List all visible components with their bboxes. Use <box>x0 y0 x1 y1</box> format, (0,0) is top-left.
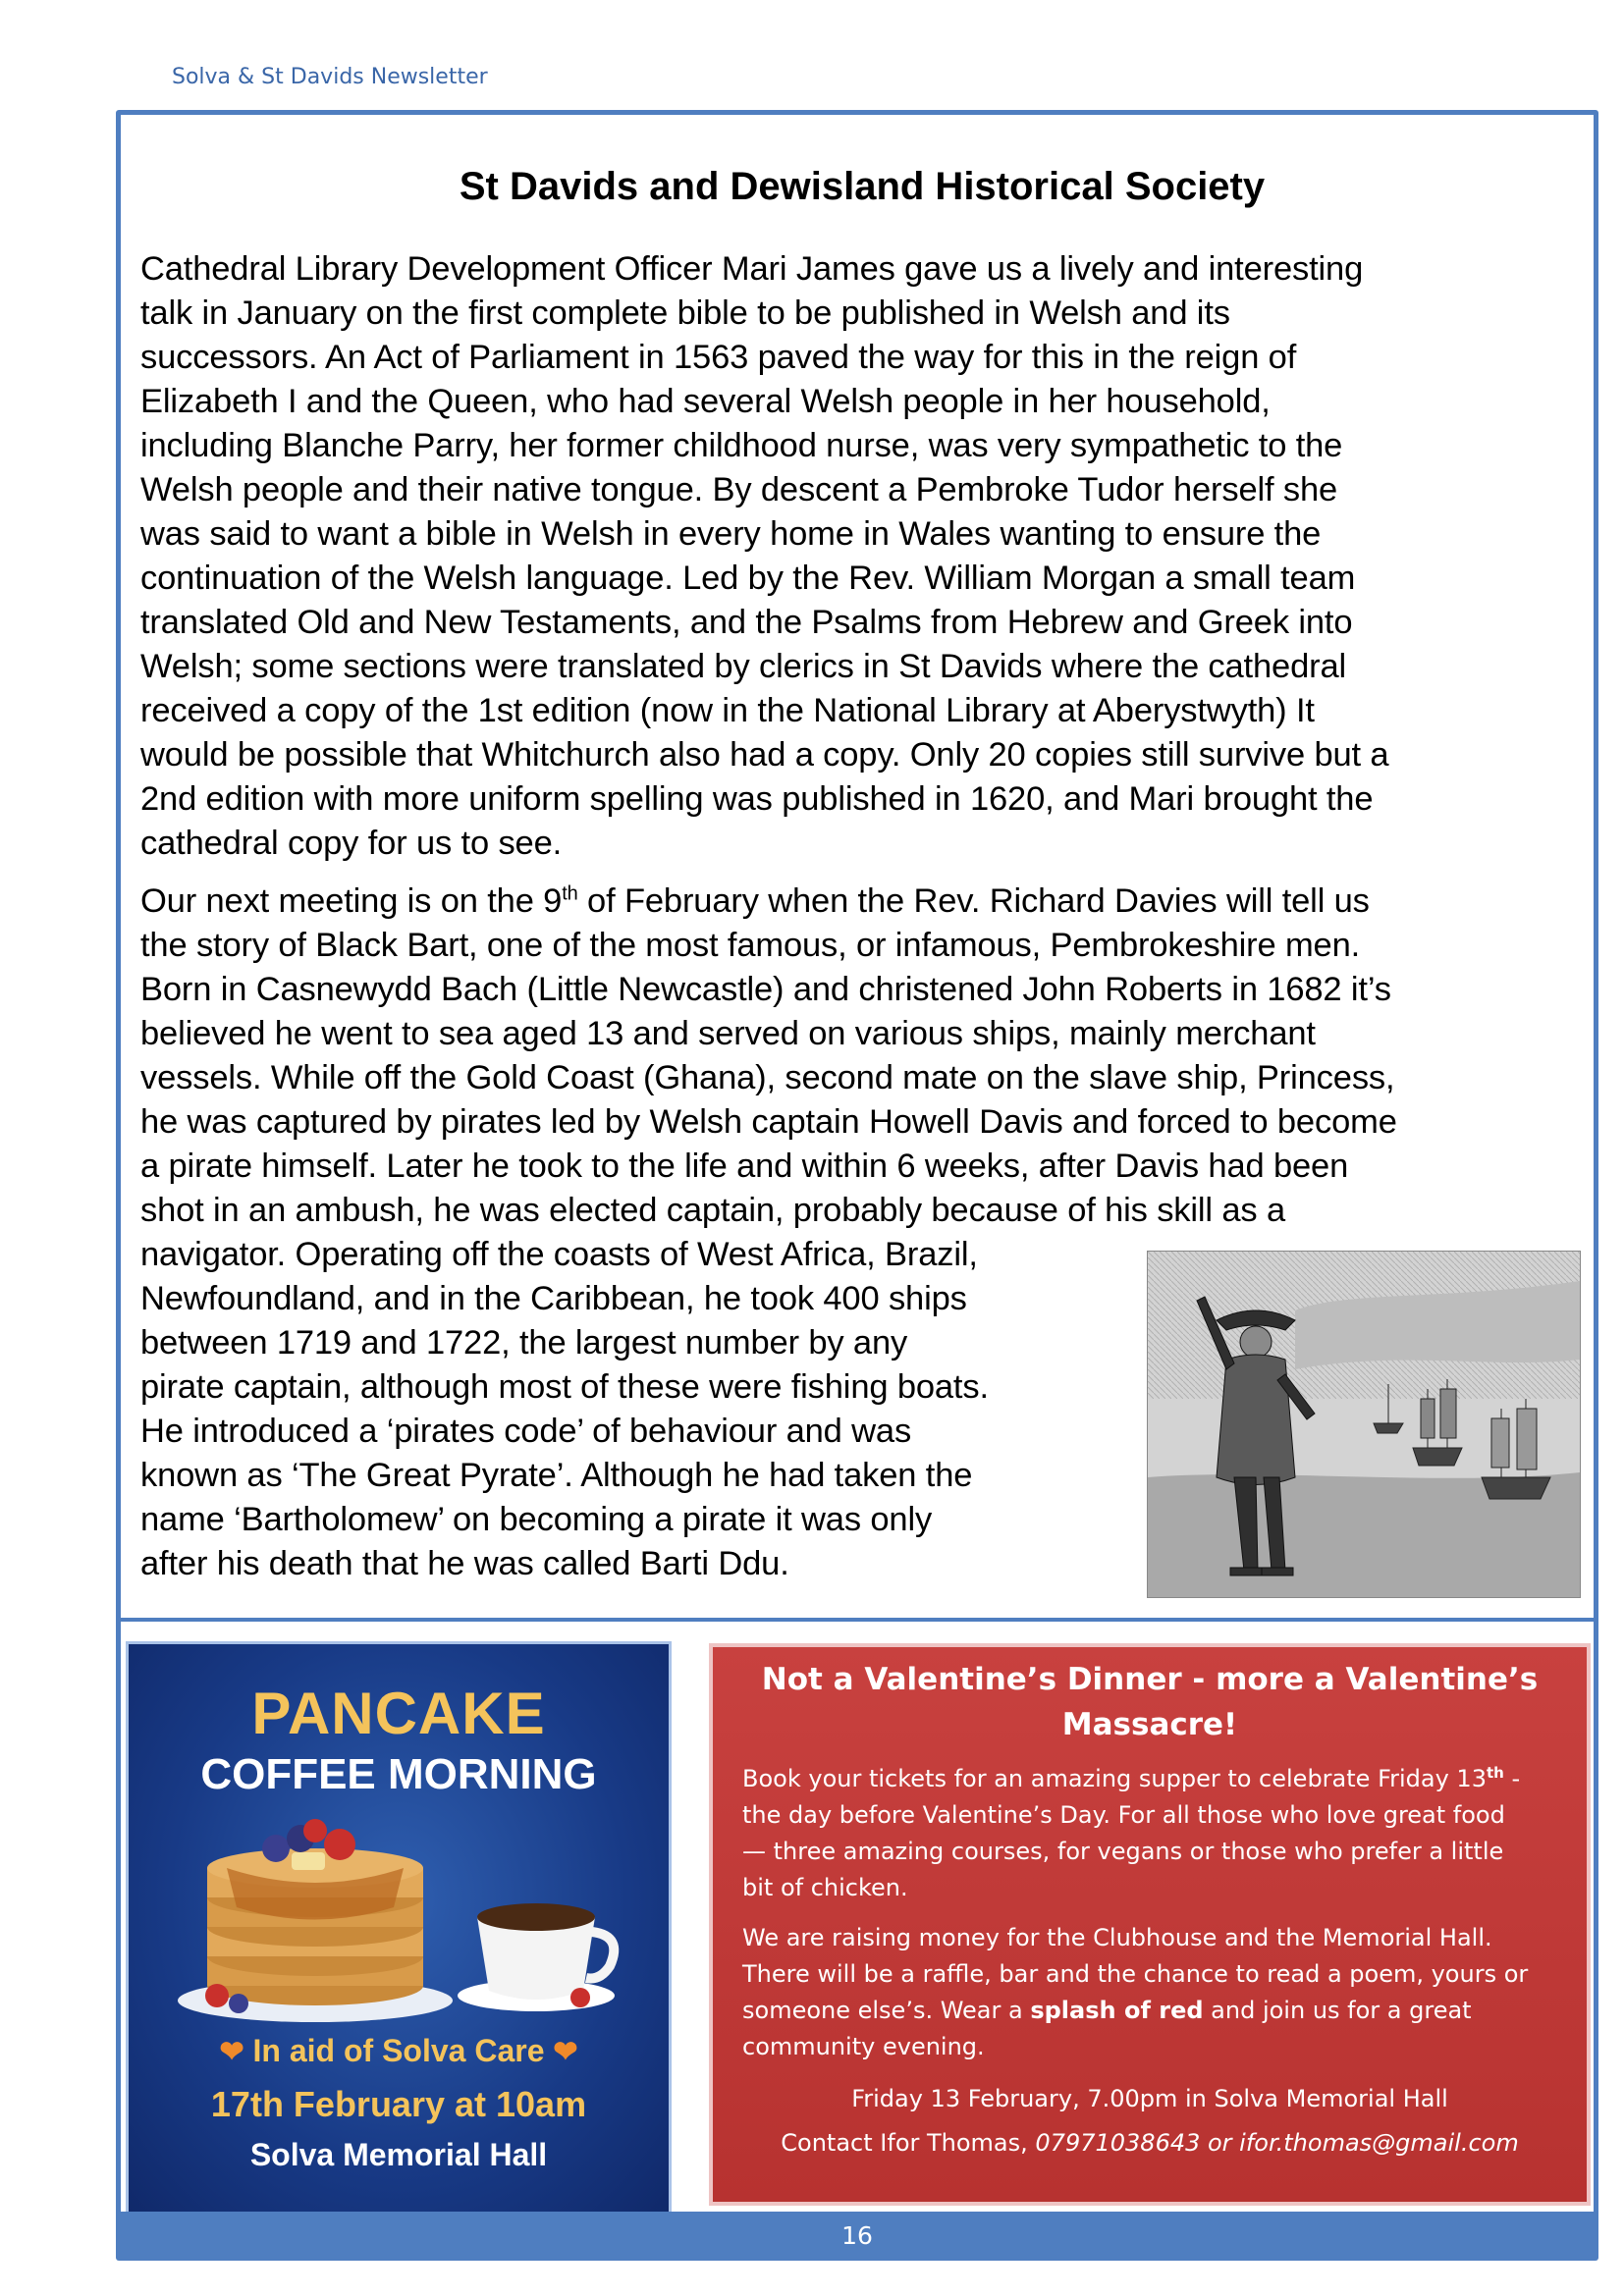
text-line: continuation of the Welsh language. Led by the Rev. William Morgan a small team <box>140 560 1356 597</box>
promo-paragraph-2 <box>742 1920 1567 2065</box>
page-number: 16 <box>841 2221 873 2250</box>
text-line: was said to want a bible in Welsh in every home in Wales wanting to ensure the <box>140 515 1322 553</box>
heart-icon: ❤ <box>553 2036 578 2068</box>
article-title: St Davids and Dewisland Historical Society <box>459 165 1266 208</box>
text-line: translated Old and New Testaments, and the Psalms from Hebrew and Greek into <box>140 604 1353 641</box>
pancake-poster <box>126 1641 672 2215</box>
newsletter-header: Solva & St Davids Newsletter <box>172 65 488 89</box>
text-line: believed he went to sea aged 13 and served on various ships, mainly merchant <box>140 1015 1316 1052</box>
text-line: would be possible that Whitchurch also had a copy. Only 20 copies still survive but a <box>140 736 1389 774</box>
heart-icon: ❤ <box>219 2036 244 2068</box>
text-line: community evening. <box>742 2033 985 2060</box>
text-line <box>742 1761 1567 1797</box>
article-paragraph-1 <box>140 247 1584 866</box>
text-line: known as ‘The Great Pyrate’. Although he had taken the <box>140 1457 973 1494</box>
coffee-cup-icon <box>458 1903 615 2011</box>
poster-title: PANCAKE <box>251 1681 546 1746</box>
pancake-coffee-illustration <box>168 1809 629 2025</box>
poster-date: 17th February at 10am <box>210 2084 587 2124</box>
contact-prefix: Contact Ifor Thomas, <box>781 2129 1036 2157</box>
text-line: Elizabeth I and the Queen, who had several Welsh people in her household, <box>140 383 1271 420</box>
footer-bar <box>116 2212 1598 2261</box>
pancake-stack-icon <box>205 1819 423 2013</box>
text-line: shot in an ambush, he was elected captain, probably because of his skill as a <box>140 1192 1285 1229</box>
text-fragment: someone else’s. Wear a <box>742 1997 1031 2024</box>
text-line: he was captured by pirates led by Welsh captain Howell Davis and forced to become <box>140 1103 1397 1141</box>
poster-aid <box>129 2033 669 2069</box>
valentines-promo <box>709 1643 1591 2206</box>
text-line: — three amazing courses, for vegans or those who prefer a little <box>742 1838 1504 1865</box>
section-divider <box>121 1618 1594 1622</box>
text-fragment: - <box>1503 1765 1521 1792</box>
poster-venue: Solva Memorial Hall <box>249 2137 548 2172</box>
black-bart-engraving <box>1147 1251 1581 1598</box>
text-line: Cathedral Library Development Officer Mari James gave us a lively and interesting <box>140 250 1364 288</box>
poster-subtitle: COFFEE MORNING <box>200 1750 597 1798</box>
ordinal-suffix: th <box>562 882 578 905</box>
text-line: the story of Black Bart, one of the most famous, or infamous, Pembrokeshire men. <box>140 927 1361 964</box>
ordinal-suffix: th <box>1486 1764 1504 1782</box>
text-line: navigator. Operating off the coasts of West Africa, Brazil, <box>140 1236 978 1273</box>
text-line: name ‘Bartholomew’ on becoming a pirate it was only <box>140 1501 933 1538</box>
text-line <box>140 880 1584 924</box>
text-line: successors. An Act of Parliament in 1563 paved the way for this in the reign of <box>140 339 1297 376</box>
text-line: Newfoundland, and in the Caribbean, he took 400 ships <box>140 1280 967 1317</box>
emphasis-text: splash of red <box>1030 1997 1204 2024</box>
text-fragment: of February when the Rev. Richard Davies will tell us <box>577 882 1370 920</box>
text-line: talk in January on the first complete bible to be published in Welsh and its <box>140 294 1230 332</box>
text-line: between 1719 and 1722, the largest number by any <box>140 1324 908 1362</box>
text-line: We are raising money for the Clubhouse and the Memorial Hall. <box>742 1924 1492 1951</box>
text-line: including Blanche Parry, her former childhood nurse, was very sympathetic to the <box>140 427 1343 464</box>
text-line <box>742 1993 1567 2029</box>
promo-paragraph-1 <box>742 1761 1567 1906</box>
text-fragment: and join us for a great <box>1203 1997 1472 2024</box>
engraving-art <box>1148 1252 1580 1597</box>
text-line: Welsh people and their native tongue. By descent a Pembroke Tudor herself she <box>140 471 1338 508</box>
text-line: Massacre! <box>1061 1707 1238 1742</box>
text-line: cathedral copy for us to see. <box>140 825 563 862</box>
text-line: received a copy of the 1st edition (now in the National Library at Aberystwyth) It <box>140 692 1315 729</box>
text-line: There will be a raffle, bar and the chance to read a poem, yours or <box>742 1960 1529 1988</box>
poster-aid-text: In aid of Solva Care <box>252 2033 545 2068</box>
text-line: after his death that he was called Barti Ddu. <box>140 1545 789 1582</box>
text-line: 2nd edition with more uniform spelling was published in 1620, and Mari brought the <box>140 780 1374 818</box>
text-line: Welsh; some sections were translated by clerics in St Davids where the cathedral <box>140 648 1346 685</box>
text-line: Not a Valentine’s Dinner - more a Valentine’s <box>761 1662 1539 1697</box>
text-line: the day before Valentine’s Day. For all those who love great food <box>742 1801 1505 1829</box>
promo-event-details: Friday 13 February, 7.00pm in Solva Memorial Hall <box>851 2085 1448 2112</box>
promo-title <box>742 1657 1557 1747</box>
text-fragment: Book your tickets for an amazing supper to celebrate Friday 13 <box>742 1765 1487 1792</box>
text-line: a pirate himself. Later he took to the life and within 6 weeks, after Davis had been <box>140 1148 1349 1185</box>
text-line: bit of chicken. <box>742 1874 908 1901</box>
text-line: vessels. While off the Gold Coast (Ghana), second mate on the slave ship, Princess, <box>140 1059 1395 1096</box>
text-fragment: Our next meeting is on the 9 <box>140 882 563 920</box>
contact-details: 07971038643 or ifor.thomas@gmail.com <box>1035 2129 1519 2157</box>
text-line: pirate captain, although most of these were fishing boats. <box>140 1368 989 1406</box>
text-line: Born in Casnewydd Bach (Little Newcastle) and christened John Roberts in 1682 it’s <box>140 971 1391 1008</box>
promo-contact <box>713 2125 1587 2162</box>
text-line: He introduced a ‘pirates code’ of behaviour and was <box>140 1413 912 1450</box>
